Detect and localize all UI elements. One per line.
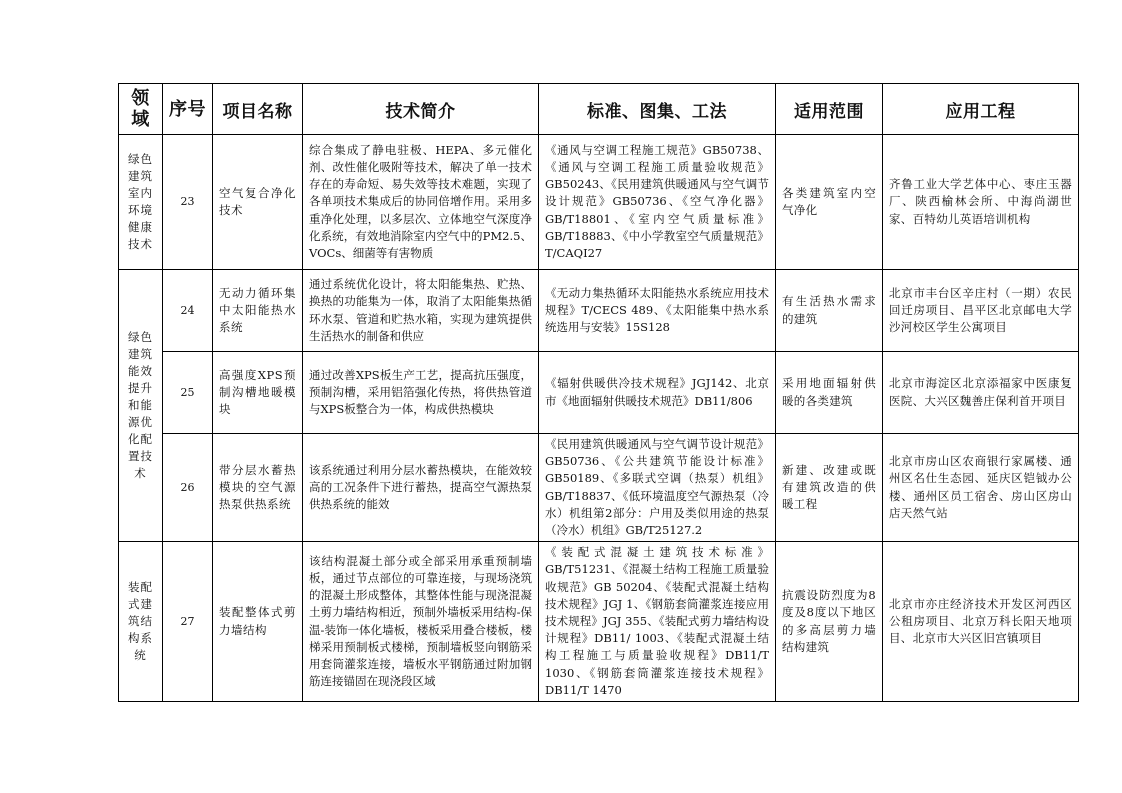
application: 北京市亦庄经济技术开发区河西区公租房项目、北京万科长阳天地项目、北京市大兴区旧宫镇项目 xyxy=(883,542,1079,702)
domain-cell: 绿色建筑能效提升和能源优化配置技术 xyxy=(119,270,163,542)
table-header xyxy=(119,84,1079,135)
project-name: 带分层水蓄热模块的空气源热泵供热系统 xyxy=(213,434,303,542)
tech-intro: 通过系统优化设计，将太阳能集热、贮热、换热的功能集为一体，取消了太阳能集热循环水泵、管道和贮热水箱，实现为建筑提供生活热水的制备和供应 xyxy=(303,270,539,352)
row-number: 24 xyxy=(163,270,213,352)
header-standards: 标准、图集、工法 xyxy=(539,84,776,135)
scope: 抗震设防烈度为8度及8度以下地区的多高层剪力墙结构建筑 xyxy=(776,542,883,702)
project-name: 高强度XPS预制沟槽地暖模块 xyxy=(213,352,303,434)
row-number: 26 xyxy=(163,434,213,542)
application: 北京市房山区农商银行家属楼、通州区名仕生态园、延庆区铠钺办公楼、通州区员工宿舍、房山区房山店天然气站 xyxy=(883,434,1079,542)
application: 北京市海淀区北京添福家中医康复医院、大兴区魏善庄保利首开项目 xyxy=(883,352,1079,434)
header-tech-intro: 技术简介 xyxy=(303,84,539,135)
table-row xyxy=(119,542,1079,702)
standards: 《通风与空调工程施工规范》GB50738、《通风与空调工程施工质量验收规范》GB50243、《民用建筑供暖通风与空气调节设计规范》GB50736、《空气净化器》GB/T18801、《室内空气质量标准》GB/T18883、《中小学教室空气质量规范》T/CAQI27 xyxy=(539,135,776,270)
table-row xyxy=(119,434,1079,542)
standards: 《民用建筑供暖通风与空气调节设计规范》GB50736、《公共建筑节能设计标准》GB50189、《多联式空调（热泵）机组》GB/T18837、《低环境温度空气源热泵（冷水）机组第2部分：户用及类似用途的热泵（冷水）机组》GB/T25127.2 xyxy=(539,434,776,542)
header-domain: 领域 xyxy=(119,84,163,135)
header-project-name: 项目名称 xyxy=(213,84,303,135)
tech-intro: 该系统通过利用分层水蓄热模块，在能效较高的工况条件下进行蓄热，提高空气源热泵供热系统的能效 xyxy=(303,434,539,542)
standards: 《辐射供暖供冷技术规程》JGJ142、北京市《地面辐射供暖技术规范》DB11/806 xyxy=(539,352,776,434)
standards: 《无动力集热循环太阳能热水系统应用技术规程》T/CECS 489、《太阳能集中热水系统选用与安装》15S128 xyxy=(539,270,776,352)
scope: 新建、改建或既有建筑改造的供暖工程 xyxy=(776,434,883,542)
standards: 《装配式混凝土建筑技术标准》GB/T51231、《混凝土结构工程施工质量验收规范》GB 50204、《装配式混凝土结构技术规程》JGJ 1、《钢筋套筒灌浆连接应用技术规程》JGJ 355、《装配式剪力墙结构设计规程》DB11/ 1003、《装配式混凝土结构工程施工与质量验收规程》DB11/T 1030、《钢筋套筒灌浆连接技术规程》DB11/T 1470 xyxy=(539,542,776,702)
header-scope: 适用范围 xyxy=(776,84,883,135)
table-row xyxy=(119,352,1079,434)
application: 齐鲁工业大学艺体中心、枣庄玉器厂、陕西榆林会所、中海尚湖世家、百特幼儿英语培训机构 xyxy=(883,135,1079,270)
tech-intro: 该结构混凝土部分或全部采用承重预制墙板，通过节点部位的可靠连接，与现场浇筑的混凝土形成整体，其整体性能与现浇混凝土剪力墙结构相近，预制外墙板采用结构-保温-装饰一体化墙板，楼板采用叠合楼板，楼梯采用预制板式楼梯，预制墙板竖向钢筋采用套筒灌浆连接，墙板水平钢筋通过附加钢筋连接锚固在现浇段区域 xyxy=(303,542,539,702)
header-number: 序号 xyxy=(163,84,213,135)
scope: 采用地面辐射供暖的各类建筑 xyxy=(776,352,883,434)
project-name: 无动力循环集中太阳能热水系统 xyxy=(213,270,303,352)
domain-cell: 绿色建筑室内环境健康技术 xyxy=(119,135,163,270)
tech-intro: 综合集成了静电驻极、HEPA、多元催化剂、改性催化吸附等技术，解决了单一技术存在的寿命短、易失效等技术难题，实现了各单项技术集成后的协同倍增作用。采用多重净化处理，以多层次、立体地空气深度净化系统，有效地消除室内空气中的PM2.5、VOCs、细菌等有害物质 xyxy=(303,135,539,270)
scope: 各类建筑室内空气净化 xyxy=(776,135,883,270)
table-row xyxy=(119,135,1079,270)
row-number: 25 xyxy=(163,352,213,434)
header-application: 应用工程 xyxy=(883,84,1079,135)
domain-cell: 装配式建筑结构系统 xyxy=(119,542,163,702)
technology-table xyxy=(118,83,1079,702)
application: 北京市丰台区辛庄村（一期）农民回迁房项目、昌平区北京邮电大学沙河校区学生公寓项目 xyxy=(883,270,1079,352)
row-number: 23 xyxy=(163,135,213,270)
project-name: 装配整体式剪力墙结构 xyxy=(213,542,303,702)
tech-intro: 通过改善XPS板生产工艺，提高抗压强度，预制沟槽，采用铝箔强化传热，将供热管道与XPS板整合为一体，构成供热模块 xyxy=(303,352,539,434)
project-name: 空气复合净化技术 xyxy=(213,135,303,270)
row-number: 27 xyxy=(163,542,213,702)
table-row xyxy=(119,270,1079,352)
scope: 有生活热水需求的建筑 xyxy=(776,270,883,352)
